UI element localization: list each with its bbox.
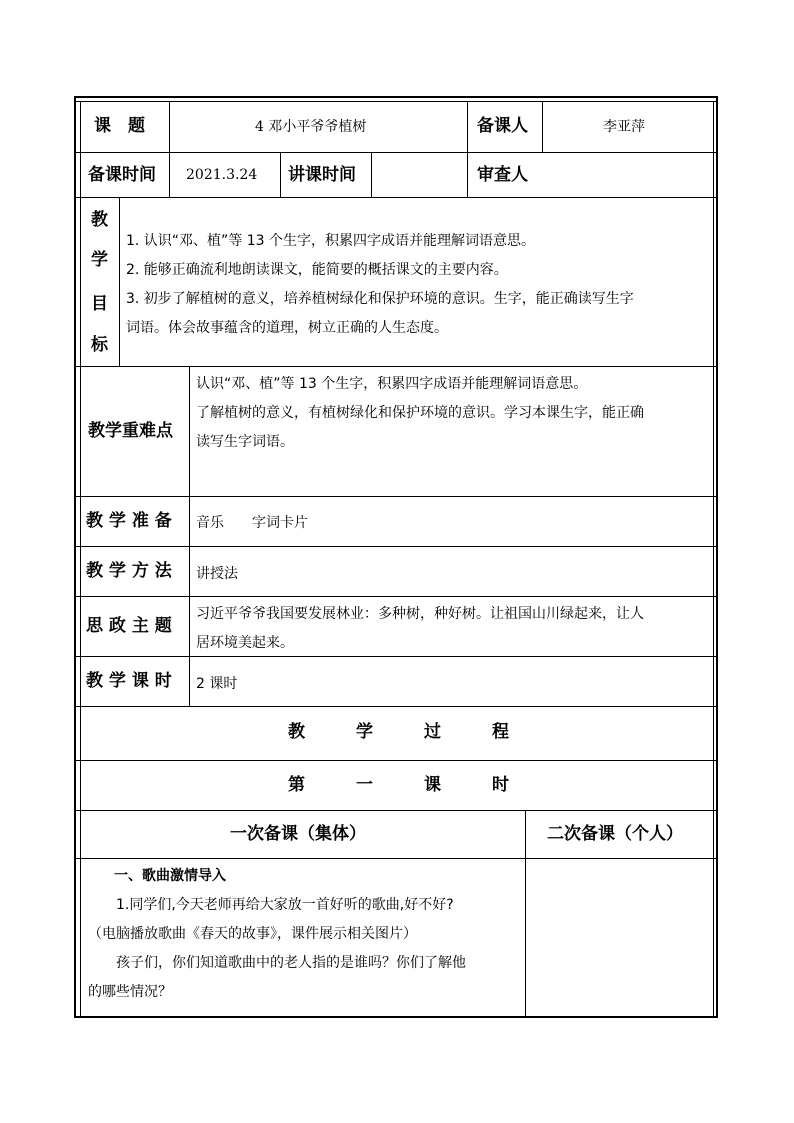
prep-person-label: 备课人 <box>477 116 528 136</box>
table-line <box>76 596 716 597</box>
table-line <box>76 546 716 547</box>
key-point-line: 读写生字词语。 <box>196 434 294 450</box>
table-line <box>76 197 716 198</box>
table-line <box>76 810 716 811</box>
table-line <box>713 101 714 1018</box>
section-line: 1.同学们,今天老师再给大家放一首好听的歌曲,好不好? <box>116 897 454 913</box>
section-body <box>88 891 466 1007</box>
prep-person-value: 李亚萍 <box>603 119 645 135</box>
ideology-line: 习近平爷爷我国要发展林业：多种树，种好树。让祖国山川绿起来，让人 <box>196 606 644 622</box>
goals-label-char: 目 <box>91 294 108 314</box>
method-label: 教 学 方 法 <box>86 561 172 581</box>
key-point-line: 认识“邓、植”等 13 个生字，积累四字成语并能理解词语意思。 <box>196 376 588 392</box>
table-line <box>542 101 543 152</box>
table-line <box>119 197 120 366</box>
section-line: （电脑播放歌曲《春天的故事》，课件展示相关图片） <box>88 926 417 942</box>
table-line <box>76 366 716 367</box>
reviewer-label: 审查人 <box>477 165 528 185</box>
section-line: 的哪些情况？ <box>88 984 172 1000</box>
preparation-value: 音乐 字词卡片 <box>196 515 308 531</box>
table-line <box>169 101 170 197</box>
method-value: 讲授法 <box>196 566 238 582</box>
table-line <box>76 152 716 153</box>
preparation-label: 教 学 准 备 <box>86 511 172 531</box>
goal-line: 1. 认识“邓、植”等 13 个生字，积累四字成语并能理解词语意思。 <box>126 233 536 249</box>
topic-value: 4 邓小平爷爷植树 <box>255 119 367 135</box>
table-line <box>80 101 81 1018</box>
table-line <box>76 858 716 859</box>
table-line <box>189 366 190 706</box>
process-title: 教 学 过 程 <box>288 722 509 742</box>
goals-text <box>126 227 634 343</box>
prep-time-label: 备课时间 <box>88 165 156 185</box>
topic-label: 课 题 <box>94 116 145 136</box>
ideology-line: 居环境美起来。 <box>196 635 294 651</box>
key-points-text <box>196 370 644 457</box>
prep-time-value: 2021.3.24 <box>186 167 258 183</box>
key-points-label: 教学重难点 <box>88 421 173 441</box>
goal-line: 词语。体会故事蕴含的道理，树立正确的人生态度。 <box>126 320 448 336</box>
goals-label-char: 教 <box>91 210 108 230</box>
goal-line: 2. 能够正确流利地朗读课文，能简要的概括课文的主要内容。 <box>126 262 508 278</box>
table-line <box>76 101 716 102</box>
key-point-line: 了解植树的意义，有植树绿化和保护环境的意识。学习本课生字，能正确 <box>196 405 644 421</box>
table-line <box>280 152 281 197</box>
table-line <box>76 496 716 497</box>
table-line <box>525 810 526 1018</box>
hours-value: 2 课时 <box>196 676 238 692</box>
table-line <box>76 706 716 707</box>
table-line <box>467 101 468 197</box>
personal-prep-header: 二次备课（个人） <box>547 824 683 844</box>
table-line <box>371 152 372 197</box>
goals-label-char: 学 <box>91 250 108 270</box>
goals-label-char: 标 <box>91 335 108 355</box>
goal-line: 3. 初步了解植树的意义，培养植树绿化和保护环境的意识。生字，能正确读写生字 <box>126 291 634 307</box>
lecture-time-label: 讲课时间 <box>288 165 356 185</box>
section-line: 孩子们，你们知道歌曲中的老人指的是谁吗？你们了解他 <box>116 955 466 971</box>
table-line <box>76 760 716 761</box>
hours-label: 教 学 课 时 <box>86 671 172 691</box>
lesson-title: 第 一 课 时 <box>288 775 509 795</box>
ideology-text <box>196 600 644 658</box>
ideology-label: 思 政 主 题 <box>86 616 172 636</box>
section-heading: 一、歌曲激情导入 <box>114 868 226 884</box>
collective-prep-header: 一次备课（集体） <box>230 824 366 844</box>
